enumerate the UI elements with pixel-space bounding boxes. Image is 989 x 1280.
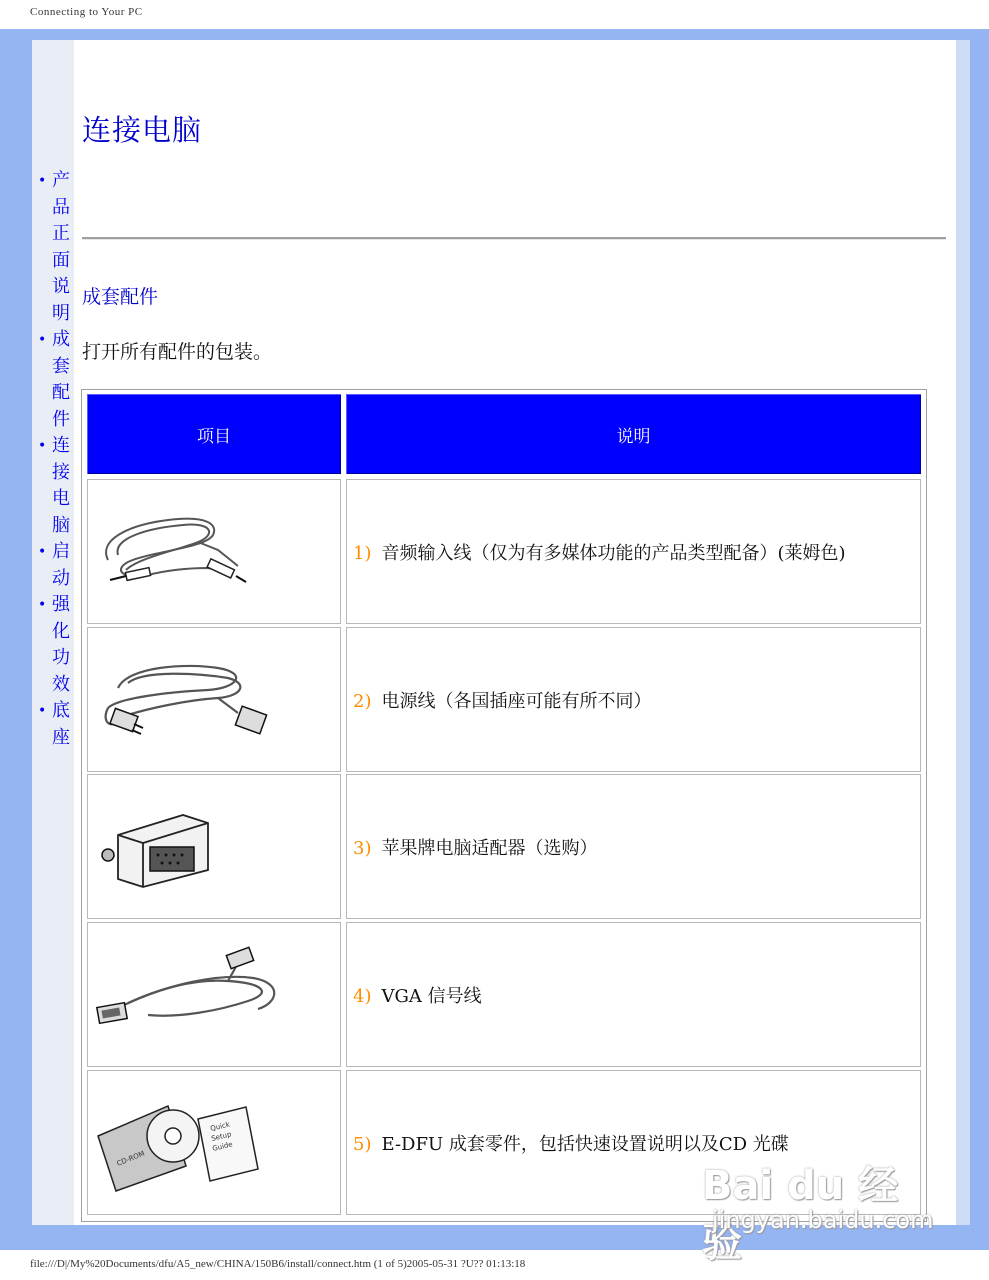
watermark-url: jingyan.baidu.com [712,1206,934,1234]
table-row-3-desc [346,774,921,919]
item-text: 苹果牌电脑适配器（选购） [381,837,598,859]
svg-text:Guide: Guide [211,1140,234,1153]
divider [82,237,946,240]
watermark-logo: Bai du 经验 [702,1163,899,1266]
print-footer: file:///D|/My%20Documents/dfu/A5_new/CHINA/150B6/install/connect.htm (1 of 5)2005-05-31 ?U?? 01:13:18 [30,1258,526,1270]
baidu-watermark [700,1148,934,1266]
nav-link[interactable]: 底座 [52,700,70,748]
nav-link[interactable]: 成套配件 [52,329,70,430]
frame-scroll-stripe [956,40,970,1225]
table-row-3-image [87,774,341,919]
item-number: 3) [353,837,372,859]
svg-text:CD-ROM: CD-ROM [115,1149,146,1168]
bullet-icon: • [38,703,47,719]
header-label: 说明 [616,426,651,447]
header-label: 项目 [197,426,231,447]
nav-link[interactable]: 启动 [52,541,70,589]
bullet-icon: • [38,173,47,189]
nav-item-getting-started[interactable] [34,539,74,592]
nav-item-base[interactable] [34,698,74,751]
item-text: VGA 信号线 [381,985,482,1007]
item-number: 4) [353,985,372,1007]
nav-link[interactable]: 连接电脑 [52,435,70,536]
bullet-icon: • [38,438,47,454]
nav-item-front-view[interactable] [34,168,74,327]
table-row-2-image [87,627,341,772]
table-row-1-image [87,479,341,624]
table-row-4-desc [346,922,921,1067]
table-row-2-desc [346,627,921,772]
page-title: 连接电脑 [82,113,203,147]
nav-item-optimize[interactable] [34,592,74,698]
table-header-item [87,394,341,474]
accessories-table [81,389,927,1222]
bullet-icon: • [38,332,47,348]
item-text: 音频输入线（仅为有多媒体功能的产品类型配备）(莱姆色) [381,542,846,564]
nav-link[interactable]: 强化功效 [52,594,70,695]
item-number: 5) [353,1133,372,1155]
bullet-icon: • [38,597,47,613]
nav-item-connect-pc[interactable] [34,433,74,539]
table-row-5-image [87,1070,341,1215]
item-text: E-DFU 成套零件，包括快速设置说明以及CD 光碟 [381,1133,789,1155]
item-text: 电源线（各国插座可能有所不同） [381,690,652,712]
nav-item-accessories[interactable] [34,327,74,433]
svg-text:Setup: Setup [210,1130,233,1143]
print-header: Connecting to Your PC [30,6,143,18]
sidebar-nav [34,168,74,751]
table-row-4-image [87,922,341,1067]
item-number: 1) [353,542,372,564]
bullet-icon: • [38,544,47,560]
intro-text: 打开所有配件的包装。 [82,341,273,363]
table-header-description [346,394,921,474]
section-title: 成套配件 [82,286,159,308]
svg-text:Quick: Quick [209,1120,231,1133]
table-row-1-desc [346,479,921,624]
nav-link[interactable]: 产品正面说明 [52,170,70,324]
item-number: 2) [353,690,372,712]
